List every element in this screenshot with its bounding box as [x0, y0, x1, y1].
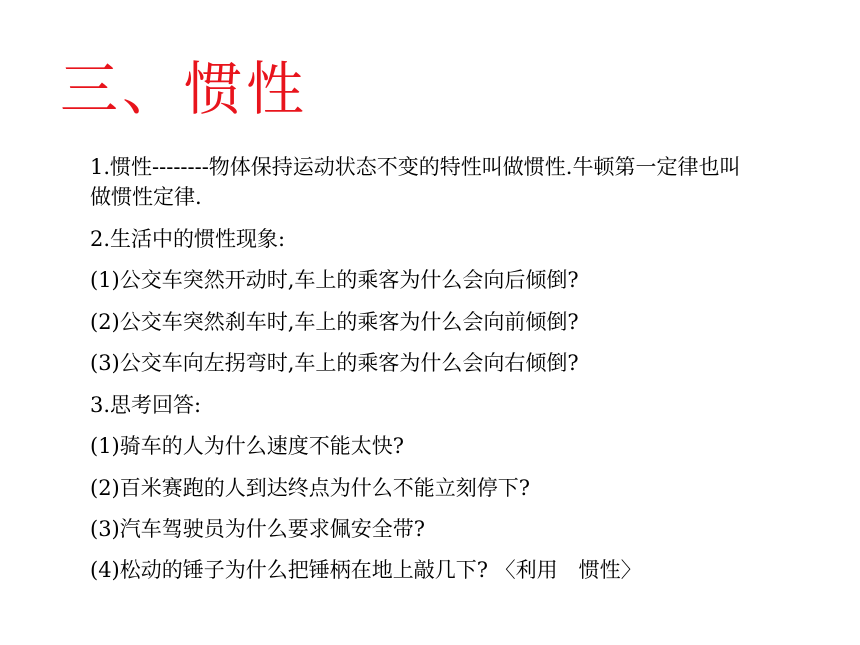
- paragraph-bus-brake: (2)公交车突然刹车时,车上的乘客为什么会向前倾倒?: [90, 309, 579, 334]
- paragraph-hammer: (4)松动的锤子为什么把锤柄在地上敲几下? 〈利用 惯性〉: [90, 558, 642, 583]
- slide-body: [90, 152, 750, 586]
- paragraph-section-think: 3.思考回答:: [90, 392, 202, 417]
- paragraph-inertia-definition: 1.惯性--------物体保持运动状态不变的特性叫做惯性.牛顿第一定律也叫做惯性定律.: [90, 155, 741, 210]
- paragraph-bus-left-turn: (3)公交车向左拐弯时,车上的乘客为什么会向右倾倒?: [90, 351, 579, 376]
- slide-title: 三、惯性: [60, 55, 309, 123]
- paragraph-bus-start: (1)公交车突然开动时,车上的乘客为什么会向后倾倒?: [90, 268, 579, 293]
- paragraph-sprint-finish: (2)百米赛跑的人到达终点为什么不能立刻停下?: [90, 475, 531, 500]
- paragraph-seat-belt: (3)汽车驾驶员为什么要求佩安全带?: [90, 516, 426, 541]
- paragraph-cycling-speed: (1)骑车的人为什么速度不能太快?: [90, 434, 405, 459]
- paragraph-section-life-phenomena: 2.生活中的惯性现象:: [90, 226, 286, 251]
